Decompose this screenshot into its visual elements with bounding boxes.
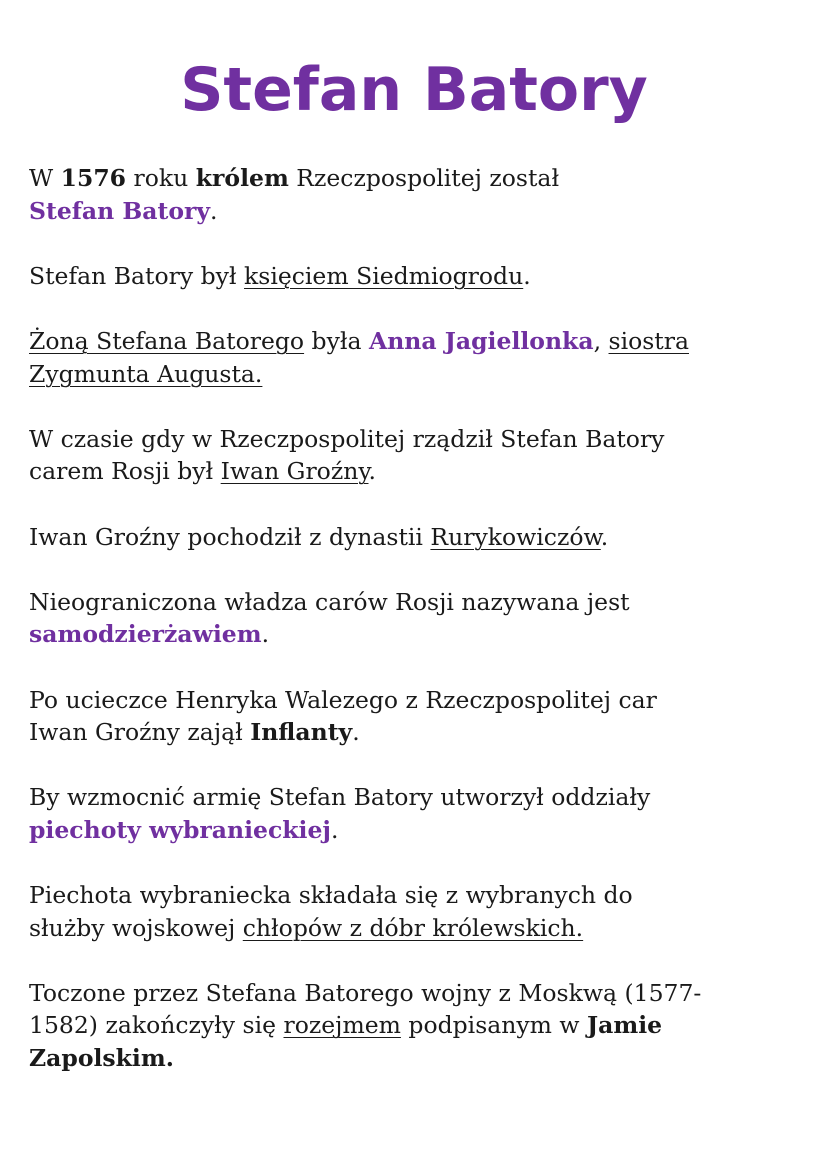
year-1576: 1576 bbox=[60, 164, 127, 192]
document-body bbox=[29, 162, 804, 1107]
text: . bbox=[261, 620, 270, 649]
text: była bbox=[304, 326, 369, 355]
paragraph-wars bbox=[29, 977, 804, 1075]
text: Toczone przez Stefana Batorego wojny z Moskwą (1577- bbox=[29, 978, 702, 1007]
paragraph-wife bbox=[29, 325, 804, 390]
paragraph-siedmiogrod bbox=[29, 260, 804, 293]
text: Iwan Groźny zajął bbox=[29, 718, 251, 747]
text: . bbox=[368, 457, 376, 486]
place-jam: Jamie bbox=[587, 1011, 663, 1040]
text: roku bbox=[126, 164, 196, 192]
prince-of-transylvania: księciem Siedmiogrodu bbox=[244, 261, 524, 290]
name-zygmunt-august: Zygmunta Augusta. bbox=[29, 359, 263, 388]
paragraph-tsar bbox=[29, 423, 804, 488]
text: Po ucieczce Henryka Walezego z Rzeczpospolitej car bbox=[29, 685, 657, 714]
text: Rzeczpospolitej został bbox=[288, 164, 560, 192]
dynasty-rurik: Rurykowiczów bbox=[430, 522, 601, 551]
wife-of-stefan: Żoną Stefana Batorego bbox=[29, 326, 305, 355]
name-ivan-grozny: Iwan Groźny bbox=[220, 457, 369, 486]
sister-term: siostra bbox=[608, 326, 689, 355]
text: służby wojskowej bbox=[29, 913, 243, 942]
text: By wzmocnić armię Stefan Batory utworzył oddziały bbox=[29, 783, 651, 812]
paragraph-coronation bbox=[29, 162, 804, 227]
text: Nieograniczona władza carów Rosji nazywana jest bbox=[29, 587, 630, 616]
text: podpisanym w bbox=[400, 1011, 588, 1040]
place-inflanty: Inflanty bbox=[250, 718, 353, 747]
text: . bbox=[210, 196, 218, 225]
text: 1582) zakończyły się bbox=[29, 1011, 284, 1040]
text: , bbox=[593, 326, 609, 355]
paragraph-autocracy bbox=[29, 586, 804, 651]
text: W czasie gdy w Rzeczpospolitej rządził Stefan Batory bbox=[29, 424, 665, 453]
royal-peasants: chłopów z dóbr królewskich. bbox=[242, 913, 584, 942]
text: carem Rosji był bbox=[29, 457, 221, 486]
term-truce: rozejmem bbox=[283, 1011, 401, 1040]
text: Piechota wybraniecka składała się z wybranych do bbox=[29, 881, 633, 910]
paragraph-dynasty bbox=[29, 521, 804, 554]
text: . bbox=[352, 718, 360, 747]
text: Stefan Batory był bbox=[29, 261, 245, 290]
name-stefan-batory: Stefan Batory bbox=[29, 196, 211, 225]
term-piechota-wybraniecka: piechoty wybranieckiej bbox=[29, 815, 331, 844]
text: . bbox=[523, 261, 531, 290]
term-samodzierzawie: samodzierżawiem bbox=[29, 620, 262, 649]
paragraph-peasants bbox=[29, 879, 804, 944]
text: W bbox=[29, 164, 61, 192]
paragraph-livonia bbox=[29, 684, 804, 749]
text: Iwan Groźny pochodził z dynastii bbox=[29, 522, 431, 551]
text: . bbox=[330, 815, 339, 844]
page-title: Stefan Batory bbox=[180, 55, 648, 125]
king-term: królem bbox=[195, 164, 289, 192]
place-zapolski: Zapolskim. bbox=[29, 1044, 174, 1073]
text: . bbox=[600, 522, 609, 551]
name-anna-jagiellonka: Anna Jagiellonka bbox=[368, 326, 594, 355]
paragraph-infantry bbox=[29, 781, 804, 846]
